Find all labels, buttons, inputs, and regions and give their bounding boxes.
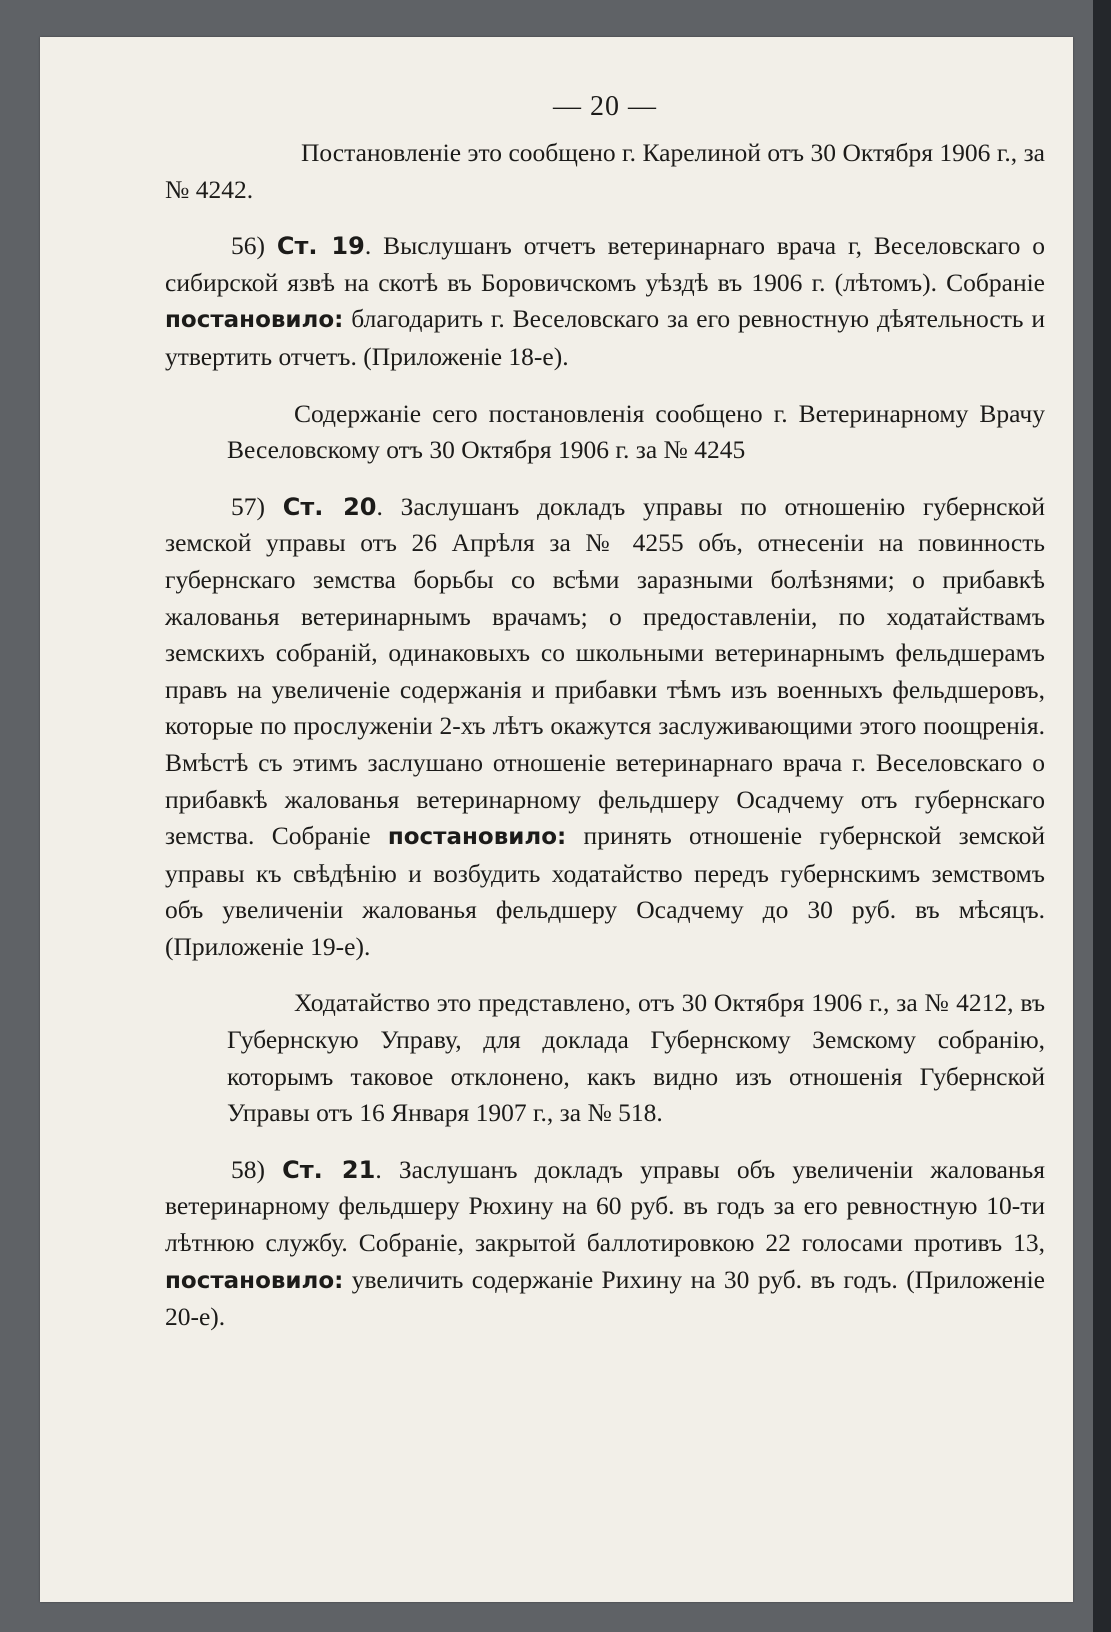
resolution-note — [165, 985, 1045, 1131]
resolution-item — [165, 489, 1045, 966]
resolution-note — [165, 396, 1045, 469]
text-run: . Выслушанъ отчетъ ветеринарнаго врача г, Веселовскаго о сибирской язвѣ на скотѣ въ Боровичскомъ уѣздѣ въ 1906 г. (лѣтомъ). Собраніе — [165, 231, 1045, 297]
scan-background-edge — [1093, 0, 1111, 1632]
text-run: Ходатайство это представлено, отъ 30 Октября 1906 г., за № 4212, въ Губернскую Управу, для доклада Губернскому Земскому собранію, которымъ таковое отклонено, какъ видно изъ отношенія Губернской Управы отъ 16 Января 1907 г., за № 518. — [227, 988, 1045, 1128]
resolution-keyword: постановило: — [165, 307, 344, 334]
text-run: 56) — [231, 231, 277, 261]
article-number: Ст. 20 — [282, 492, 377, 521]
text-run: Постановленіе это сообщено г. Карелиной отъ 30 Октября 1906 г., за № 4242. — [165, 138, 1045, 204]
text-run: . Заслушанъ докладъ управы по отношенію губернской земской управы отъ 26 Апрѣля за № 4255 объ, отнесеніи на повинность губернскаго земства борьбы со всѣми заразными болѣзнями; о прибавкѣ жалованья ветеринарнымъ врачамъ; о предоставленіи, по ходатайствамъ земскихъ собраній, одинаковыхъ со школьными ветеринарнымъ фельдшерамъ правъ на увеличеніе содержанія и прибавки тѣмъ изъ военныхъ фельдшеровъ, которые по прослуженіи 2-хъ лѣтъ окажутся заслуживающими этого поощренія. Вмѣстѣ съ этимъ заслушано отношеніе ветеринарнаго врача г. Веселовскаго о прибавкѣ жалованья ветеринарному фельдшеру Осадчему отъ губернскаго земства. Собраніе — [165, 491, 1045, 851]
book-page — [40, 37, 1073, 1602]
page-content — [165, 89, 1045, 1356]
body-text — [165, 135, 1045, 1336]
article-number: Ст. 19 — [276, 232, 365, 261]
paragraph-continuation — [165, 135, 1045, 208]
article-number: Ст. 21 — [282, 1155, 376, 1184]
page-number: — 20 — — [553, 91, 657, 122]
text-run: 57) — [231, 491, 283, 521]
text-run: 58) — [231, 1154, 283, 1184]
resolution-item — [165, 1152, 1045, 1336]
text-run: Содержаніе сего постановленія сообщено г. Ветеринарному Врачу Веселовскому отъ 30 Октября 1906 г. за № 4245 — [227, 398, 1045, 465]
resolution-item — [165, 228, 1045, 375]
text-run: увеличить содержаніе Рихину на 30 руб. въ годъ. (Приложеніе 20-е). — [165, 1264, 1045, 1332]
text-run: принять отношеніе губернской земской управы къ свѣдѣнію и возбудить ходатайство передъ губернскимъ земствомъ объ увеличеніи жалованья фельдшеру Осадчему до 30 руб. въ мѣсяцъ. (Приложеніе 19-е). — [165, 821, 1045, 961]
text-run: . Заслушанъ докладъ управы объ увеличеніи жалованья ветеринарному фельдшеру Рюхину на 60 руб. въ годъ за его ревностную 10-ти лѣтнюю службу. Собраніе, закрытой баллотировкою 22 голосами противъ 13, — [165, 1154, 1045, 1258]
text-run: благодарить г. Веселовскаго за его ревностную дѣятельность и утвертить отчетъ. (Приложеніе 18-е). — [165, 304, 1045, 371]
resolution-keyword: постановило: — [165, 1267, 344, 1294]
resolution-keyword: постановило: — [387, 824, 567, 851]
